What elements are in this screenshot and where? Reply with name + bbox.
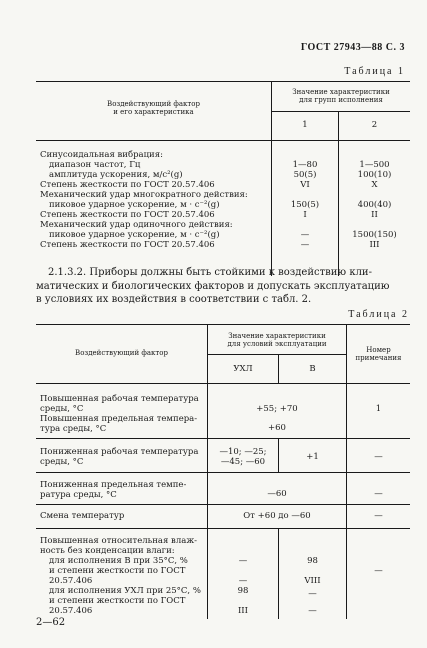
row-label: Повышенная предельная темпера-: [40, 414, 198, 424]
cell-value: 98: [237, 586, 249, 596]
header-line: Номер: [366, 346, 391, 354]
table-row: Механический удар многократного действия:: [40, 190, 248, 200]
row-label: 20.57.406: [49, 576, 93, 586]
table-2-top-border: [36, 324, 410, 325]
cell-line: —10; —25;: [219, 447, 267, 457]
header-line: Значение характеристики: [228, 332, 326, 340]
table-1-values-header: [272, 88, 410, 104]
paragraph-line: 2.1.3.2. Приборы должны быть стойкими к воздействию кли-: [48, 267, 372, 278]
row-label: Пониженная предельная темпе-: [40, 480, 187, 490]
table-1-group-1-values: [272, 150, 338, 250]
header-line: Воздействующий фактор: [107, 100, 200, 108]
table-2-row-line: [36, 438, 410, 439]
cell: 150(5): [290, 200, 320, 210]
cell: [272, 190, 338, 200]
row-label: и степени жесткости по ГОСТ: [49, 596, 186, 606]
cell-value: III: [237, 606, 249, 616]
cell: 100(10): [357, 170, 392, 180]
table-2-row-line: [36, 528, 410, 529]
row-label: для исполнения В при 35°С, %: [49, 556, 188, 566]
table-2-row-low-working-temp: [40, 447, 198, 467]
table-1-group-2-header: 2: [371, 120, 378, 130]
table-2-caption: Таблица 2: [348, 309, 409, 320]
table-row: Степень жесткости по ГОСТ 20.57.406: [40, 210, 215, 220]
page-number: 2—62: [36, 617, 66, 628]
cell: I: [303, 210, 307, 220]
cell-value: +60: [268, 423, 286, 433]
cell-value: 98: [307, 556, 318, 566]
paragraph-line: матических и биологических факторов и допускать эксплуатацию: [36, 280, 390, 292]
cell-value: —60: [267, 489, 287, 499]
header-line: и его характеристика: [113, 108, 194, 116]
row-label: и степени жесткости по ГОСТ: [49, 566, 186, 576]
table-row: пиковое ударное ускорение, м · с⁻²(g): [49, 200, 220, 210]
cell-note: —: [374, 452, 383, 462]
table-2-row-high-temp: [40, 394, 199, 434]
cell: 1—80: [292, 160, 318, 170]
cell-value: —: [238, 556, 248, 566]
table-row: амплитуда ускорения, м/с²(g): [49, 170, 183, 180]
cell-value: +55; +70: [256, 404, 298, 414]
row-label: Повышенная рабочая температура: [40, 394, 199, 404]
table-1-caption: Таблица 1: [344, 66, 405, 77]
cell: —: [300, 230, 310, 240]
body-paragraph: [36, 266, 410, 307]
row-label: тура среды, °С: [40, 424, 107, 434]
table-2-row-temp-change: [40, 511, 124, 521]
row-label: среды, °С: [40, 404, 84, 414]
table-1-top-border: [36, 81, 410, 82]
cell-value: —: [308, 589, 317, 599]
table-2-subheader-line: [207, 354, 346, 355]
cell: —: [300, 240, 310, 250]
cell: II: [371, 210, 378, 220]
header-line: для условий эксплуатации: [227, 340, 327, 348]
table-2-factor-header: Воздействующий фактор: [75, 349, 168, 357]
row-label: Повышенная относительная влаж-: [40, 536, 198, 546]
row-label: среды, °С: [40, 457, 84, 467]
cell-note: —: [374, 511, 383, 521]
row-label: 20.57.406: [49, 606, 93, 616]
table-row: Механический удар одиночного действия:: [40, 220, 233, 230]
header-line: примечания: [355, 354, 402, 362]
table-row: Степень жесткости по ГОСТ 20.57.406: [40, 240, 215, 250]
cell: [339, 190, 410, 200]
cell-note: 1: [375, 404, 382, 414]
cell: [339, 220, 410, 230]
cell: 400(40): [357, 200, 392, 210]
cell-value: VIII: [304, 576, 321, 586]
row-label: Смена температур: [40, 511, 125, 521]
cell-value: От +60 до —60: [243, 511, 311, 521]
table-1-header-bottom: [36, 140, 410, 141]
cell: [272, 220, 338, 230]
table-2-note-header: [347, 346, 410, 362]
table-row: диапазон частот, Гц: [49, 160, 141, 170]
table-2-v-header: В: [309, 364, 316, 374]
table-1-group-2-values: [339, 150, 410, 250]
cell: 1500(150): [352, 230, 397, 240]
table-2-header-bottom: [36, 383, 410, 384]
table-row: Степень жесткости по ГОСТ 20.57.406: [40, 180, 215, 190]
row-label: Пониженная рабочая температура: [40, 447, 199, 457]
table-2-row-line: [36, 504, 410, 505]
cell: X: [371, 180, 378, 190]
table-2-row-low-limit-temp: [40, 480, 186, 500]
table-1-subheader-line: [271, 111, 410, 112]
document-header: ГОСТ 27943—88 С. 3: [300, 42, 405, 53]
table-row: Синусоидальная вибрация:: [40, 150, 163, 160]
header-line: Значение характеристики: [292, 88, 390, 96]
table-1-factor-header: [36, 100, 271, 116]
cell: III: [369, 240, 380, 250]
cell-value: —: [238, 576, 248, 586]
cell: [339, 150, 410, 160]
cell-value: +1: [306, 452, 319, 462]
cell-value: [208, 447, 278, 467]
table-1-body: [40, 150, 248, 250]
row-label: ность без конденсации влаги:: [40, 546, 175, 556]
table-2-values-header: [208, 332, 346, 348]
table-1-group-1-header: 1: [302, 120, 308, 130]
table-2-uhl-header: УХЛ: [233, 364, 253, 374]
cell: [272, 150, 338, 160]
cell-note: —: [374, 566, 383, 576]
cell-note: —: [374, 489, 383, 499]
paragraph-line: в условиях их воздействия в соответствии с табл. 2.: [36, 294, 312, 305]
header-line: для групп исполнения: [299, 96, 383, 104]
table-2-row-line: [36, 472, 410, 473]
row-label: для исполнения УХЛ при 25°С, %: [49, 586, 201, 596]
row-label: ратура среды, °С: [40, 490, 117, 500]
cell: VI: [300, 180, 310, 190]
cell-value: —: [308, 606, 317, 616]
cell: 50(5): [293, 170, 317, 180]
table-row: пиковое ударное ускорение, м · с⁻²(g): [49, 230, 220, 240]
table-2-row-humidity: [40, 536, 201, 616]
cell: 1—500: [359, 160, 390, 170]
cell-line: —45; —60: [220, 457, 266, 467]
